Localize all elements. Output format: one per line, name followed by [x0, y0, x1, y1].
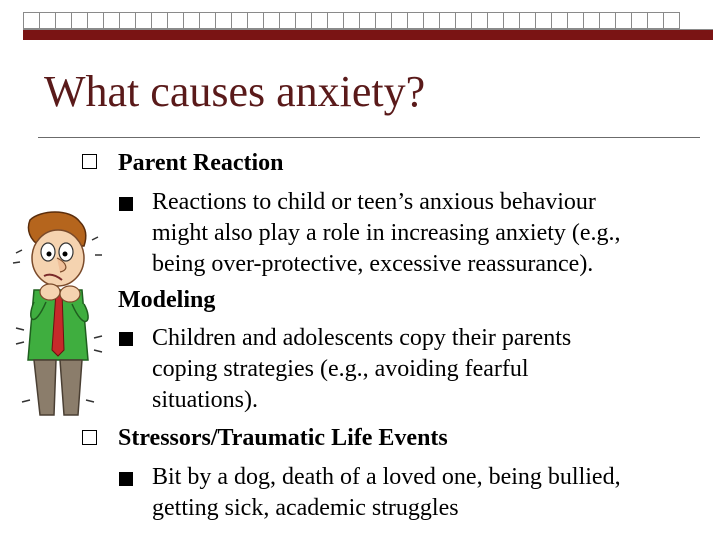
filled-square-bullet-icon — [119, 197, 133, 211]
slide-title: What causes anxiety? — [44, 67, 426, 116]
header-square-decoration — [535, 12, 552, 29]
header-square-decoration — [407, 12, 424, 29]
header-square-decoration — [87, 12, 104, 29]
text-line: getting sick, academic struggles — [152, 495, 459, 521]
header-square-decoration — [23, 12, 40, 29]
square-pattern — [23, 12, 713, 30]
bullet-heading-parent-reaction: Parent Reaction — [118, 150, 284, 176]
header-square-decoration — [615, 12, 632, 29]
text-line: being over-protective, excessive reassurance). — [152, 251, 594, 277]
header-square-decoration — [519, 12, 536, 29]
header-square-decoration — [359, 12, 376, 29]
hollow-square-bullet-icon — [82, 154, 97, 169]
header-square-decoration — [103, 12, 120, 29]
anxious-cartoon-man-illustration — [0, 210, 120, 430]
header-square-decoration — [151, 12, 168, 29]
header-square-decoration — [231, 12, 248, 29]
header-square-decoration — [583, 12, 600, 29]
header-square-decoration — [455, 12, 472, 29]
header-square-decoration — [39, 12, 56, 29]
header-square-decoration — [423, 12, 440, 29]
header-square-decoration — [567, 12, 584, 29]
sub-bullet-parent-reaction — [152, 187, 712, 280]
header-square-decoration — [647, 12, 664, 29]
text-line: Bit by a dog, death of a loved one, being bullied, — [152, 464, 621, 490]
header-square-decoration — [167, 12, 184, 29]
header-square-decoration — [71, 12, 88, 29]
slide-header-decoration — [0, 0, 728, 40]
header-square-decoration — [135, 12, 152, 29]
text-line: coping strategies (e.g., avoiding fearful — [152, 356, 529, 382]
text-line: Children and adolescents copy their parents — [152, 325, 572, 351]
bullet-heading-modeling: Modeling — [118, 287, 216, 313]
sub-bullet-modeling — [152, 323, 712, 416]
text-line: situations). — [152, 387, 258, 413]
header-square-decoration — [119, 12, 136, 29]
filled-square-bullet-icon — [119, 332, 133, 346]
title-divider — [38, 137, 700, 138]
maroon-band — [23, 30, 713, 40]
header-square-decoration — [311, 12, 328, 29]
header-square-decoration — [55, 12, 72, 29]
header-square-decoration — [439, 12, 456, 29]
header-square-decoration — [663, 12, 680, 29]
header-square-decoration — [487, 12, 504, 29]
header-square-decoration — [375, 12, 392, 29]
hollow-square-bullet-icon — [82, 430, 97, 445]
header-square-decoration — [183, 12, 200, 29]
bullet-heading-stressors: Stressors/Traumatic Life Events — [118, 425, 448, 451]
header-square-decoration — [215, 12, 232, 29]
text-line: Reactions to child or teen’s anxious behaviour — [152, 189, 596, 215]
header-square-decoration — [503, 12, 520, 29]
header-square-decoration — [279, 12, 296, 29]
filled-square-bullet-icon — [119, 472, 133, 486]
sub-bullet-stressors — [152, 462, 712, 524]
header-square-decoration — [599, 12, 616, 29]
header-square-decoration — [343, 12, 360, 29]
header-square-decoration — [631, 12, 648, 29]
header-square-decoration — [471, 12, 488, 29]
header-square-decoration — [551, 12, 568, 29]
header-square-decoration — [199, 12, 216, 29]
text-line: might also play a role in increasing anxiety (e.g., — [152, 220, 621, 246]
header-square-decoration — [247, 12, 264, 29]
header-square-decoration — [295, 12, 312, 29]
header-square-decoration — [391, 12, 408, 29]
header-square-decoration — [263, 12, 280, 29]
header-square-decoration — [327, 12, 344, 29]
